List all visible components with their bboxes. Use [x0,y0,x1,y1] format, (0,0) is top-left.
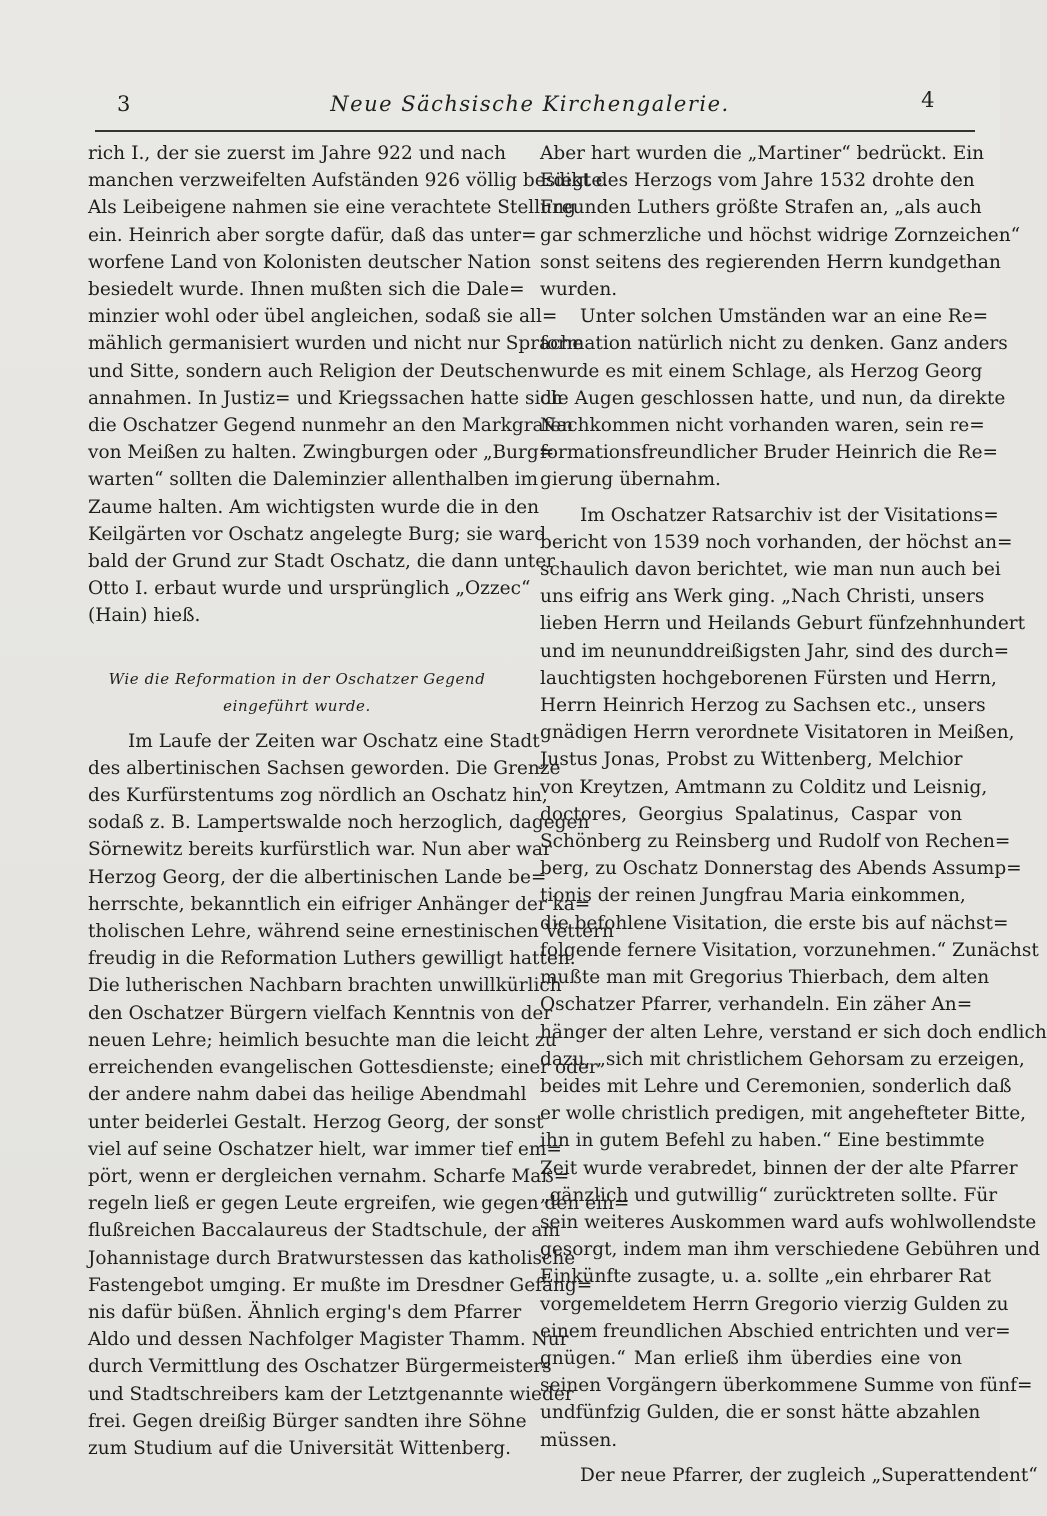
text-line: Im Laufe der Zeiten war Oschatz eine Stadt [128,730,540,752]
page-number-left: 3 [117,92,131,116]
text-line: mählich germanisiert wurden und nicht nur Sprache [88,333,584,355]
text-line: herrschte, bekanntlich ein eifriger Anhänger der ka= [88,893,591,915]
text-line: die befohlene Visitation, die erste bis auf nächst= [540,912,1009,934]
text-line: ihn in gutem Befehl zu haben.“ Eine bestimmte [540,1130,985,1152]
text-line: manchen verzweifelten Aufständen 926 völlig besiegte. [88,170,609,192]
text-line: er wolle christlich predigen, mit angehefteter Bitte, [540,1103,1027,1125]
text-line: sodaß z. B. Lampertswalde noch herzoglich, dagegen [88,812,590,834]
text-line: annahmen. In Justiz= und Kriegssachen hatte sich [88,387,563,409]
paragraph [540,140,1021,303]
text-line: Der neue Pfarrer, der zugleich „Superattendent“ [580,1464,1038,1486]
paragraph [88,140,609,630]
text-line: warten“ sollten die Daleminzier allenthalben im [88,469,539,491]
text-line: Otto I. erbaut wurde und ursprünglich „Ozzec“ [88,578,531,600]
text-line: sonst seitens des regierenden Herrn kundgethan [540,251,1001,273]
text-line: mußte man mit Gregorius Thierbach, dem alten [540,967,990,989]
text-line: Nachkommen nicht vorhanden waren, sein re= [540,415,985,437]
text-line: die Oschatzer Gegend nunmehr an den Markgrafen [88,415,574,437]
text-line: Johannistage durch Bratwurstessen das katholische [88,1247,576,1269]
text-line: gierung übernahm. [540,469,721,491]
text-line: Keilgärten vor Oschatz angelegte Burg; sie ward [88,523,547,545]
text-line: lieben Herrn und Heilands Geburt fünfzehnhundert [540,613,1026,635]
text-line: berg, zu Oschatz Donnerstag des Abends Assump= [540,858,1022,880]
text-line: Im Oschatzer Ratsarchiv ist der Visitations= [580,504,999,526]
text-line: Sörnewitz bereits kurfürstlich war. Nun aber war [88,839,552,861]
text-line: flußreichen Baccalaureus der Stadtschule, der am [88,1220,560,1242]
text-line: Herrn Heinrich Herzog zu Sachsen etc., unsers [540,695,986,717]
text-line: rich I., der sie zuerst im Jahre 922 und nach [88,143,506,164]
header-rule [95,130,975,132]
text-line: wurde es mit einem Schlage, als Herzog Georg [540,360,983,382]
text-line: Justus Jonas, Probst zu Wittenberg, Melchior [540,749,963,771]
text-line: Aber hart wurden die „Martiner“ bedrückt. Ein [540,143,985,164]
text-line: tholischen Lehre, während seine ernestinischen Vettern [88,921,614,943]
section-heading [88,666,506,720]
text-line: und Stadtschreibers kam der Letztgenannte wieder [88,1383,574,1405]
text-line: den Oschatzer Bürgern vielfach Kenntnis von der [88,1002,553,1024]
text-line: müssen. [540,1429,618,1451]
text-line: neuen Lehre; heimlich besuchte man die leicht zu [88,1029,557,1051]
text-line: vorgemeldetem Herrn Gregorio vierzig Gulden zu [540,1293,1009,1315]
text-line: von Kreytzen, Amtmann zu Colditz und Leisnig, [540,776,988,798]
text-line: und Sitte, sondern auch Religion der Deutschen [88,360,540,382]
text-line: frei. Gegen dreißig Bürger sandten ihre Söhne [88,1410,527,1432]
text-line: worfene Land von Kolonisten deutscher Nation [88,251,531,273]
text-line: undfünfzig Gulden, die er sonst hätte abzahlen [540,1402,981,1424]
text-line: bald der Grund zur Stadt Oschatz, die dann unter [88,551,556,573]
text-line: durch Vermittlung des Oschatzer Bürgermeisters [88,1356,552,1378]
text-line: gnügen.“ Man erließ ihm überdies eine von [540,1347,962,1369]
right-column [540,140,1047,1489]
text-line: pört, wenn er dergleichen vernahm. Scharfe Maß= [88,1165,570,1187]
paragraph [540,1462,1038,1489]
text-line: erreichenden evangelischen Gottesdienste; einer oder [88,1057,598,1079]
text-line: die Augen geschlossen hatte, und nun, da direkte [540,387,1006,409]
heading-line: eingeführt wurde. [223,696,371,715]
text-line: Zaume halten. Am wichtigsten wurde die in den [88,496,540,518]
text-line: uns eifrig ans Werk ging. „Nach Christi, unsers [540,586,985,608]
text-line: des Kurfürstentums zog nördlich an Oschatz hin, [88,785,548,807]
paragraph [540,303,1008,493]
text-line: lauchtigsten hochgeborenen Fürsten und Herrn, [540,667,997,689]
heading-line: Wie die Reformation in der Oschatzer Gegend [108,669,486,688]
text-line: Oschatzer Pfarrer, verhandeln. Ein zäher An= [540,994,973,1016]
text-line: minzier wohl oder übel angleichen, sodaß sie all= [88,306,558,328]
text-line: seinen Vorgängern überkommene Summe von fünf= [540,1375,1033,1397]
text-line: dazu, „sich mit christlichem Gehorsam zu erzeigen, [540,1048,1025,1070]
text-line: zum Studium auf die Universität Wittenberg. [88,1437,512,1459]
text-line: folgende fernere Visitation, vorzunehmen.“ Zunächst [540,939,1039,961]
text-line: viel auf seine Oschatzer hielt, war immer tief em= [88,1138,562,1160]
text-line: wurden. [540,279,618,301]
text-line: Aldo und dessen Nachfolger Magister Thamm. Nur [88,1329,569,1351]
text-line: Unter solchen Umständen war an eine Re= [580,306,989,328]
text-line: und im neununddreißigsten Jahr, sind des durch= [540,640,1010,662]
text-line: Zeit wurde verabredet, binnen der der alte Pfarrer [540,1157,1018,1179]
text-line: regeln ließ er gegen Leute ergreifen, wie gegen den ein= [88,1193,630,1215]
text-line: sein weiteres Auskommen ward aufs wohlwollendste [540,1211,1037,1233]
text-line: unter beiderlei Gestalt. Herzog Georg, der sonst [88,1111,544,1133]
text-line: gnädigen Herrn verordnete Visitatoren in Meißen, [540,722,1015,744]
text-line: formation natürlich nicht zu denken. Ganz anders [540,333,1008,355]
text-line: hänger der alten Lehre, verstand er sich doch endlich [540,1021,1047,1043]
text-line: formationsfreundlicher Bruder Heinrich die Re= [540,442,999,464]
page-number-right: 4 [921,88,935,112]
text-line: „gänzlich und gutwillig“ zurücktreten sollte. Für [540,1184,998,1206]
text-line: Edikt des Herzogs vom Jahre 1532 drohte den [540,170,975,192]
text-line: gar schmerzliche und höchst widrige Zornzeichen“ [540,224,1021,246]
text-line: ein. Heinrich aber sorgte dafür, daß das unter= [88,224,537,246]
text-line: tionis der reinen Jungfrau Maria einkommen, [540,885,966,907]
text-line: der andere nahm dabei das heilige Abendmahl [88,1084,527,1106]
text-line: Einkünfte zusagte, u. a. sollte „ein ehrbarer Rat [540,1266,992,1288]
text-line: schaulich davon berichtet, wie man nun auch bei [540,559,1001,581]
text-line: bericht von 1539 noch vorhanden, der höchst an= [540,531,1013,553]
text-line: von Meißen zu halten. Zwingburgen oder „Burg= [88,442,555,464]
text-line: gesorgt, indem man ihm verschiedene Gebühren und [540,1239,1041,1261]
text-line: Die lutherischen Nachbarn brachten unwillkürlich [88,975,562,997]
text-line: beides mit Lehre und Ceremonien, sonderlich daß [540,1075,1012,1097]
text-line: besiedelt wurde. Ihnen mußten sich die Dale= [88,279,525,301]
running-title: Neue Sächsische Kirchengalerie. [330,92,730,116]
text-line: des albertinischen Sachsen geworden. Die Grenze [88,757,561,779]
text-line: Freunden Luthers größte Strafen an, „als auch [540,197,982,219]
text-line: einem freundlichen Abschied entrichten und ver= [540,1320,1011,1342]
text-line: Fastengebot umging. Er mußte im Dresdner Gefäng= [88,1274,593,1296]
text-line: nis dafür büßen. Ähnlich erging's dem Pfarrer [88,1301,522,1323]
text-line: freudig in die Reformation Luthers gewilligt hatten. [88,948,576,970]
running-header [95,88,965,128]
text-line: (Hain) hieß. [88,605,201,627]
text-line: Schönberg zu Reinsberg und Rudolf von Rechen= [540,831,1011,853]
paragraph [540,502,1047,1454]
text-line: Als Leibeigene nahmen sie eine verachtete Stellung [88,197,576,219]
text-line: doctores, Georgius Spalatinus, Caspar von [540,803,962,825]
text-line: Herzog Georg, der die albertinischen Lande be= [88,866,547,888]
